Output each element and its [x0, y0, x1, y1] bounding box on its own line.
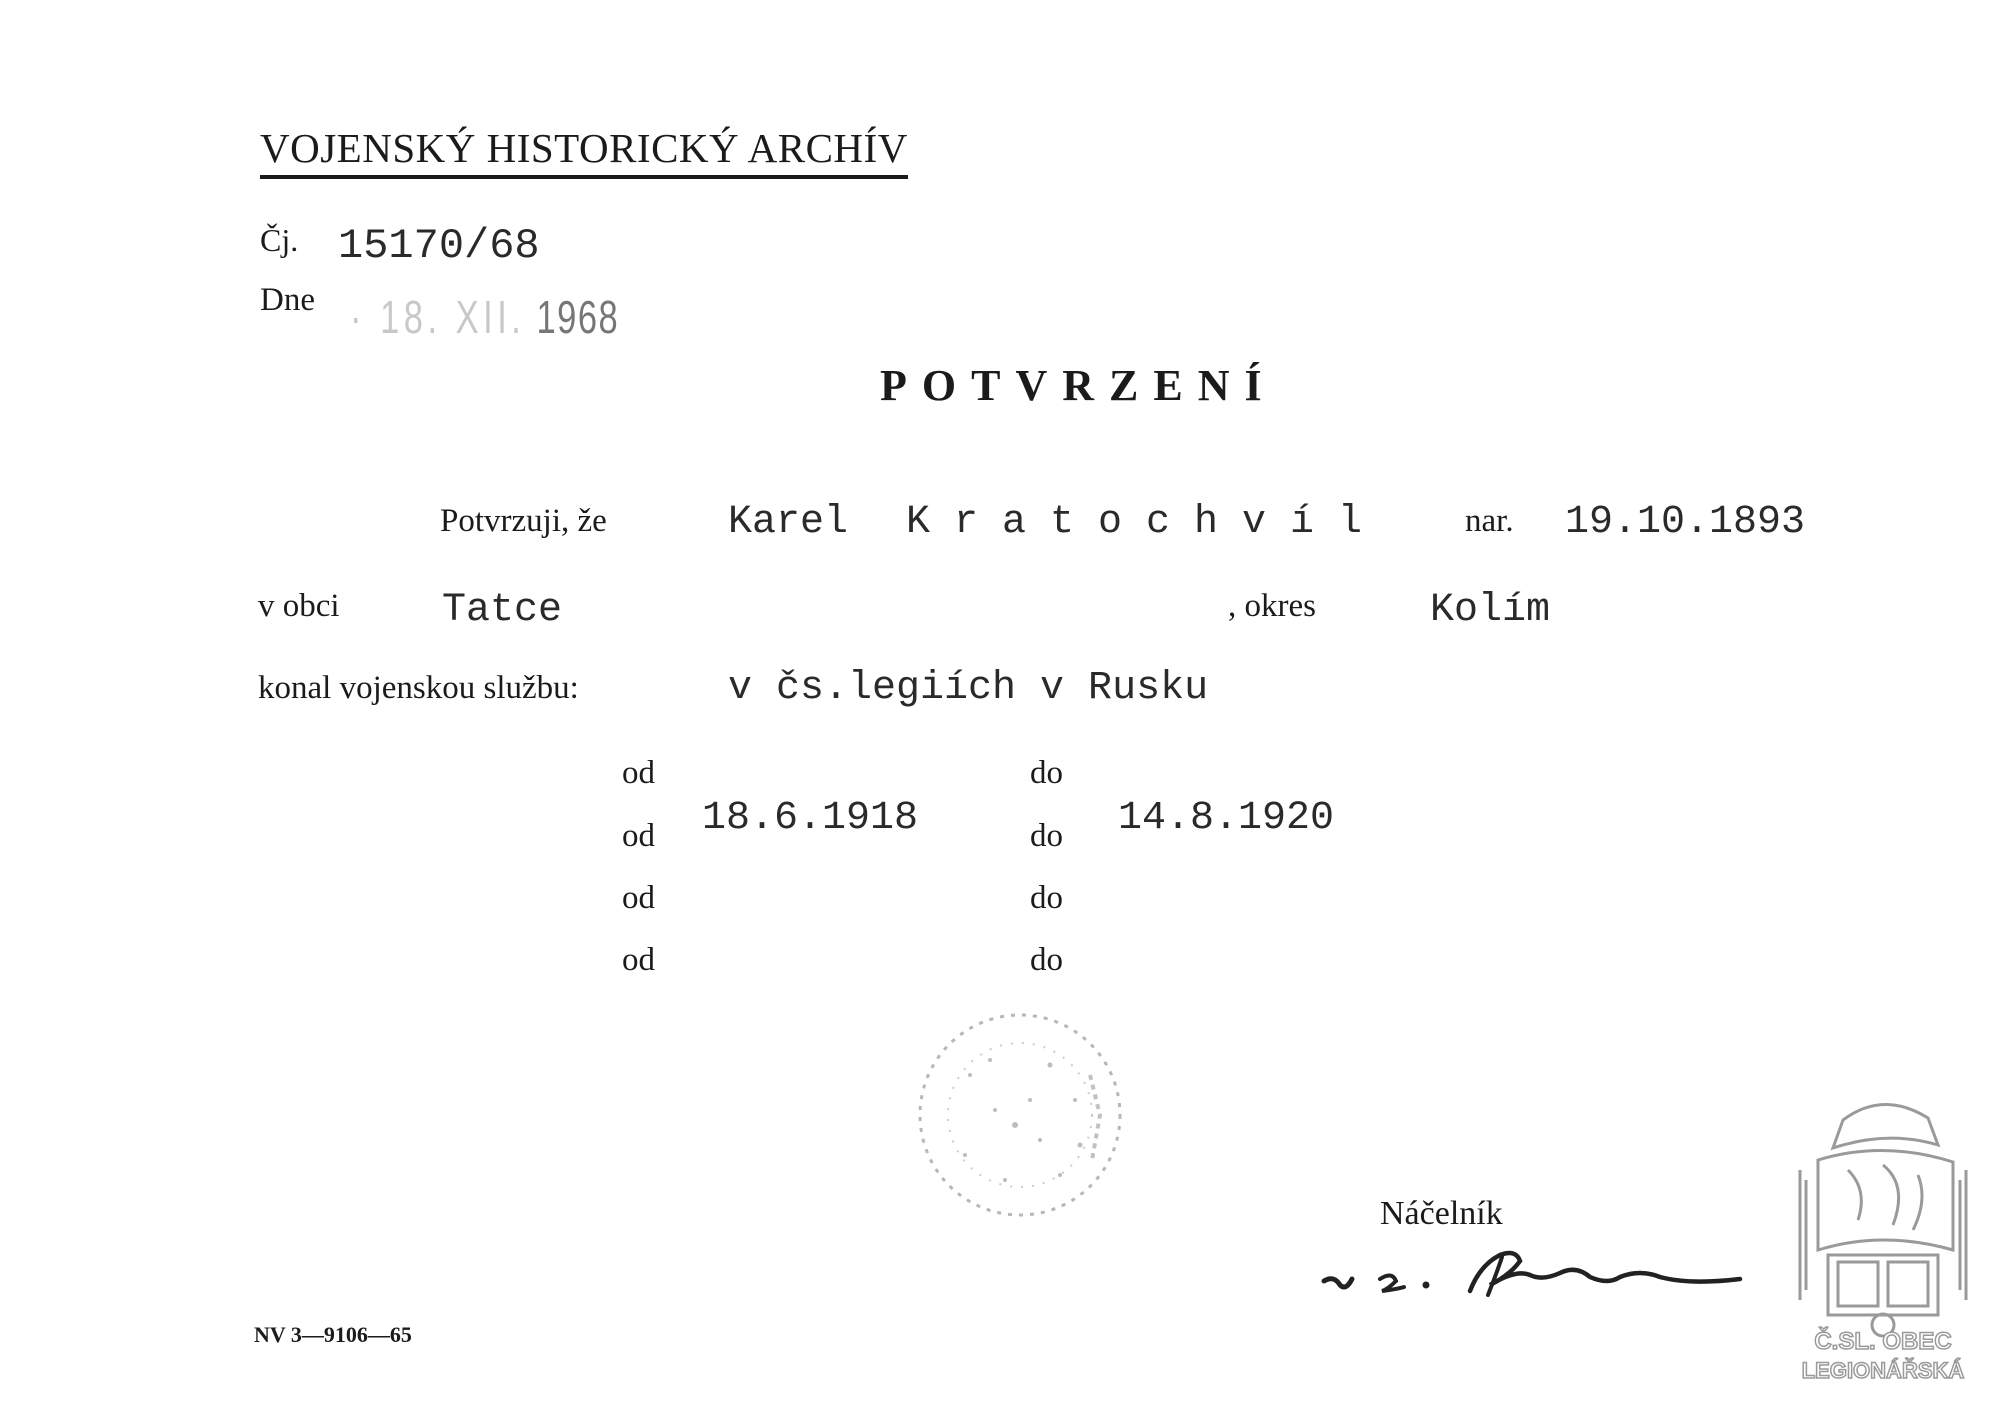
confirm-label: Potvrzuji, že — [440, 503, 607, 539]
cj-value: 15170/68 — [338, 222, 540, 270]
service-label: konal vojenskou službu: — [258, 670, 579, 706]
period-do-label: do — [1030, 880, 1063, 916]
chief-label: Náčelník — [1380, 1195, 1503, 1232]
date-stamp-year: 1968 — [536, 291, 620, 343]
period-od-label: od — [622, 942, 655, 978]
period-do-value: 14.8.1920 — [1118, 796, 1335, 841]
legion-association-logo — [1788, 1090, 1978, 1395]
archive-header: VOJENSKÝ HISTORICKÝ ARCHÍV — [260, 124, 908, 179]
period-do-label: do — [1030, 755, 1063, 791]
okres-value: Kolím — [1430, 588, 1551, 633]
logo-text-line2: LEGIONÁŘSKÁ — [1801, 1358, 1965, 1383]
date-stamp — [350, 290, 619, 344]
obec-label: v obci — [258, 588, 340, 624]
okres-label: , okres — [1228, 588, 1316, 624]
service-value: v čs.legiích v Rusku — [728, 666, 1209, 711]
nar-label: nar. — [1465, 503, 1514, 539]
round-seal-stamp — [910, 1005, 1130, 1230]
period-od-label: od — [622, 818, 655, 854]
date-stamp-faded: · 18. XII. — [350, 291, 526, 343]
person-first-name: Karel — [728, 500, 849, 545]
form-code: NV 3—9106—65 — [254, 1322, 412, 1347]
birth-date: 19.10.1893 — [1565, 500, 1806, 545]
period-od-value: 18.6.1918 — [702, 796, 919, 841]
cj-label: Čj. — [260, 222, 299, 258]
dne-label: Dne — [260, 282, 315, 318]
period-do-label: do — [1030, 818, 1063, 854]
period-od-label: od — [622, 755, 655, 791]
obec-value: Tatce — [442, 588, 563, 633]
document-title: POTVRZENÍ — [880, 361, 1277, 410]
person-last-name: Kratochvíl — [906, 500, 1387, 545]
period-do-label: do — [1030, 942, 1063, 978]
logo-text-line1: Č.SL. OBEC — [1814, 1328, 1952, 1355]
period-od-label: od — [622, 880, 655, 916]
chief-signature — [1320, 1235, 1760, 1330]
